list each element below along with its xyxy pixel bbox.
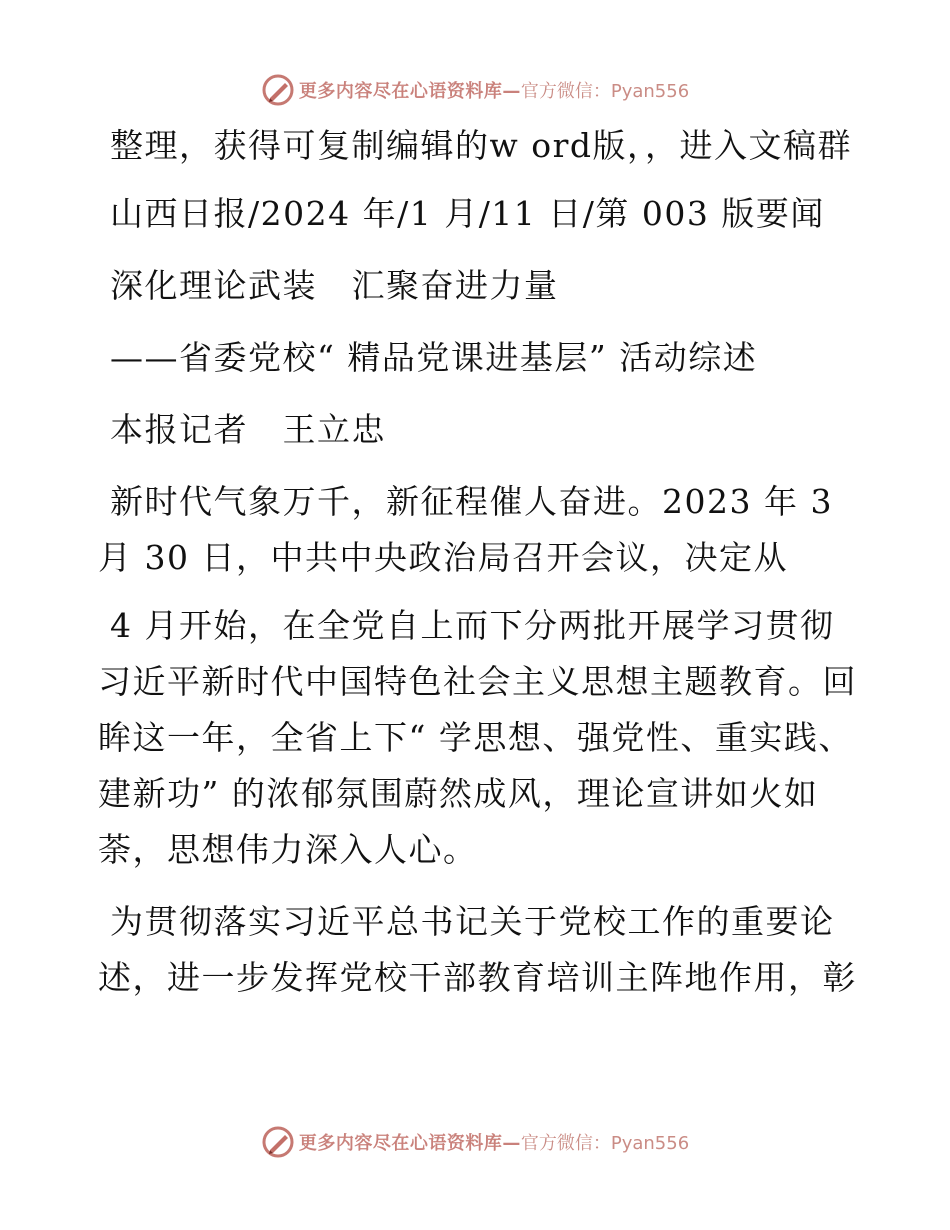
body-paragraph: 为贯彻落实习近平总书记关于党校工作的重要论述，进一步发挥党校干部教育培训主阵地作用，彰 [98, 902, 857, 997]
body-paragraph: 4 月开始，在全党自上而下分两批开展学习贯彻习近平新时代中国特色社会主义思想主题教育。回眸这一年，全省上下“ 学思想、强党性、重实践、建新功” 的浓郁氛围蔚然成风，理论宣讲如火如荼，思想伟力深入人心。 [98, 606, 857, 869]
pen-logo-icon [261, 73, 295, 107]
watermark-text: 更多内容尽在心语资料库— [298, 81, 521, 102]
document-body [98, 118, 868, 1022]
article-title: 深化理论武装 汇聚奋进力量 [110, 266, 559, 305]
pen-logo-icon [261, 1125, 295, 1159]
watermark-banner-bottom [0, 1122, 950, 1162]
watermark-wechat: 官方微信：Pyan556 [520, 81, 690, 102]
watermark-wechat: 官方微信：Pyan556 [520, 1133, 690, 1154]
source-line: 山西日报/2024 年/1 月/11 日/第 003 版要闻 [110, 194, 825, 233]
watermark-text: 更多内容尽在心语资料库— [298, 1133, 521, 1154]
article-subtitle: ——省委党校“ 精品党课进基层” 活动综述 [110, 338, 758, 377]
intro-paragraph: 整理，获得可复制编辑的w ord版，，进入文稿群 [110, 126, 853, 165]
watermark-banner-top [0, 70, 950, 110]
byline: 本报记者 王立忠 [110, 410, 386, 449]
body-paragraph: 新时代气象万千，新征程催人奋进。2023 年 3 月 30 日，中共中央政治局召开会议，决定从 [98, 482, 833, 577]
